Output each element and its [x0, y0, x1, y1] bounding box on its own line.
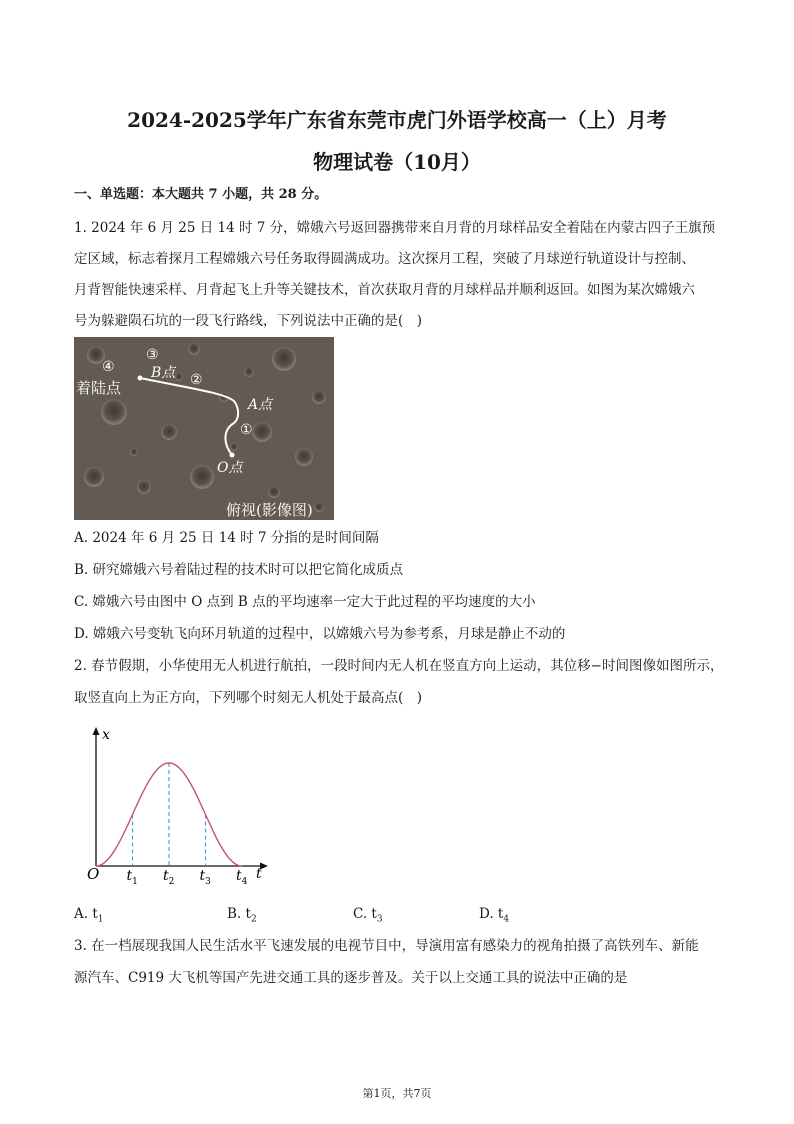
q3-line-1: 3. 在一档展现我国人民生活水平飞速发展的电视节目中，导演用富有感染力的视角拍摄了高铁列车、新能	[74, 938, 699, 954]
graph-svg	[82, 721, 272, 886]
o-point-marker	[230, 453, 235, 458]
origin-label: O	[87, 865, 100, 883]
q2-option-a-prefix: A. t	[74, 906, 98, 922]
section-heading: 一、单选题：本大题共 7 小题，共 28 分。	[74, 187, 328, 202]
q2-option-c-sub: 3	[376, 914, 383, 925]
x-axis-label: x	[102, 727, 110, 743]
page-footer: 第1页，共7页	[362, 1087, 432, 1100]
label-4: ④	[102, 359, 115, 375]
label-2: ②	[190, 372, 203, 388]
q2-option-a-sub: 1	[97, 914, 104, 925]
q1-option-c: C. 嫦娥六号由图中 O 点到 B 点的平均速率一定大于此过程的平均速度的大小	[74, 594, 536, 610]
label-landing: 着陆点	[76, 379, 122, 397]
x-axis-arrow	[93, 727, 100, 735]
tick-label-t2: $t_2$	[163, 868, 175, 886]
q2-line-1: 2. 春节假期，小华使用无人机进行航拍，一段时间内无人机在竖直方向上运动，其位移−时间图像如图所示，	[74, 658, 724, 674]
q2-option-b-sub: 2	[250, 914, 257, 925]
q1-option-d: D. 嫦娥六号变轨飞向环月轨道的过程中，以嫦娥六号为参考系，月球是静止不动的	[74, 626, 566, 642]
exam-subtitle: 物理试卷（10月）	[313, 150, 481, 174]
landing-point-marker	[138, 376, 143, 381]
q2-option-b-prefix: B. t	[227, 906, 251, 922]
q2-option-d-sub: 4	[503, 914, 510, 925]
dashed-guides	[133, 763, 206, 866]
displacement-time-graph	[82, 721, 272, 886]
tick-label-t4: $t_4$	[236, 868, 248, 886]
tick-label-t1: $t_1$	[126, 868, 138, 886]
q2-line-2: 取竖直向上为正方向，下列哪个时刻无人机处于最高点( )	[74, 690, 423, 706]
q2-option-c	[353, 905, 383, 929]
q3-line-2: 源汽车、C919 大飞机等国产先进交通工具的逐步普及。关于以上交通工具的说法中正确的是	[74, 970, 628, 986]
figure-caption: 俯视(影像图)	[226, 501, 313, 519]
label-3: ③	[146, 347, 159, 363]
q1-line-1: 1. 2024 年 6 月 25 日 14 时 7 分，嫦娥六号返回器携带来自月背的月球样品安全着陆在内蒙古四子王旗预	[74, 220, 716, 236]
q1-option-b: B. 研究嫦娥六号着陆过程的技术时可以把它简化成质点	[74, 562, 404, 578]
t-tick-labels	[127, 868, 248, 886]
q2-option-a	[74, 905, 104, 929]
t-axis-label: t	[256, 866, 262, 882]
label-a: A点	[248, 397, 273, 413]
label-1: ①	[240, 422, 253, 438]
exam-title: 2024-2025学年广东省东莞市虎门外语学校高一（上）月考	[127, 108, 667, 132]
q2-option-b	[227, 905, 257, 929]
q1-option-a: A. 2024 年 6 月 25 日 14 时 7 分指的是时间间隔	[74, 530, 379, 546]
q1-line-3: 月背智能快速采样、月背起飞上升等关键技术，首次获取月背的月球样品并顺利返回。如图为某次嫦娥六	[74, 282, 695, 298]
q2-option-d	[479, 905, 509, 929]
label-b: B点	[151, 365, 176, 381]
q2-option-c-prefix: C. t	[353, 906, 377, 922]
q1-line-4: 号为躲避陨石坑的一段飞行路线，下列说法中正确的是( )	[74, 313, 423, 329]
q2-option-d-prefix: D. t	[479, 906, 504, 922]
q1-line-2: 定区域，标志着探月工程嫦娥六号任务取得圆满成功。这次探月工程，突破了月球逆行轨道设计与控制、	[74, 251, 695, 267]
moon-surface-figure	[74, 337, 334, 520]
label-o: O点	[217, 460, 243, 476]
moon-surface-svg	[74, 337, 334, 520]
tick-label-t3: $t_3$	[199, 868, 211, 886]
